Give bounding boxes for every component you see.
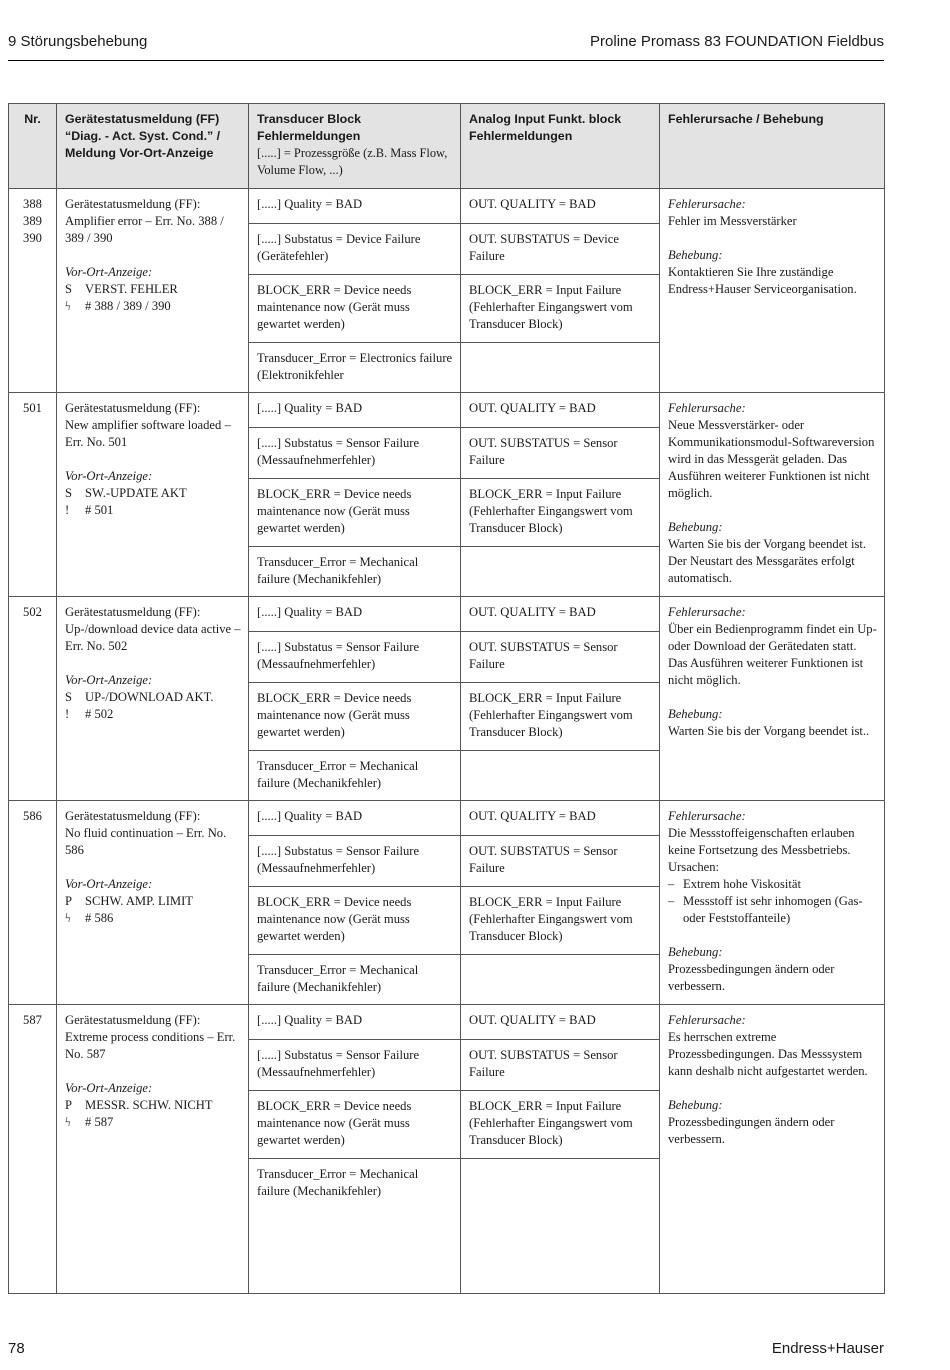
notice-icon: !	[65, 707, 70, 721]
transducer-block-message: BLOCK_ERR = Device needs maintenance now (Gerät muss gewartet werden)	[249, 1090, 461, 1158]
cause-remedy-cell	[660, 1005, 885, 1294]
cause-text: Neue Messverstärker- oder Kommunikationsmodul-Softwareversion wird in das Messgerät geladen. Das Ausführen weiterer Funktionen ist nicht möglich.	[668, 418, 875, 500]
analog-input-message	[461, 750, 660, 800]
cause-list	[668, 876, 878, 927]
cause-label: Fehlerursache:	[668, 1013, 746, 1027]
status-label: Gerätestatusmeldung (FF):	[65, 197, 201, 211]
transducer-block-message: [.....] Substatus = Sensor Failure (Messaufnehmerfehler)	[249, 631, 461, 682]
transducer-block-message: [.....] Quality = BAD	[249, 393, 461, 427]
analog-input-message: BLOCK_ERR = Input Failure (Fehlerhafter Eingangswert vom Transducer Block)	[461, 274, 660, 342]
transducer-block-message: BLOCK_ERR = Device needs maintenance now (Gerät muss gewartet werden)	[249, 682, 461, 750]
analog-input-message: OUT. SUBSTATUS = Sensor Failure	[461, 631, 660, 682]
error-number: 501	[23, 401, 42, 415]
cause-label: Fehlerursache:	[668, 197, 746, 211]
error-code-text: # 586	[85, 911, 114, 925]
table-body	[9, 189, 885, 1294]
error-code-text: # 587	[85, 1115, 114, 1129]
notice-icon: !	[65, 503, 70, 517]
error-table	[8, 103, 885, 1294]
cause-label: Fehlerursache:	[668, 401, 746, 415]
analog-input-message: OUT. QUALITY = BAD	[461, 597, 660, 631]
table-header-row	[9, 104, 885, 189]
status-label: Gerätestatusmeldung (FF):	[65, 605, 201, 619]
status-text: New amplifier software loaded – Err. No. 501	[65, 418, 231, 449]
col-header-tb-title: Transducer Block Fehlermeldungen	[257, 112, 361, 143]
analog-input-message: OUT. QUALITY = BAD	[461, 1005, 660, 1039]
status-cell	[57, 801, 249, 1005]
cause-remedy-cell	[660, 801, 885, 1005]
col-header-blocks	[249, 104, 660, 189]
category-symbol: P	[65, 1098, 73, 1112]
cause-text: Über ein Bedienprogramm findet ein Up- oder Download der Gerätedaten statt. Das Ausführen weiterer Funktionen ist nicht möglich.	[668, 622, 877, 687]
analog-input-message: OUT. QUALITY = BAD	[461, 393, 660, 427]
error-number: 587	[23, 1013, 42, 1027]
col-header-nr: Nr.	[9, 104, 57, 189]
block-messages-cell	[249, 597, 660, 801]
status-text: Up-/download device data active – Err. No. 502	[65, 622, 241, 653]
page-number: 78	[8, 1340, 25, 1357]
brand-name: Endress+Hauser	[771, 1340, 884, 1357]
document-title: Proline Promass 83 FOUNDATION Fieldbus	[590, 33, 884, 50]
remedy-label: Behebung:	[668, 945, 723, 959]
status-cell	[57, 393, 249, 597]
error-code-text: # 502	[85, 707, 114, 721]
page-header	[8, 30, 884, 61]
lightning-icon: ϟ	[65, 1115, 71, 1129]
status-text: No fluid continuation – Err. No. 586	[65, 826, 227, 857]
error-number-cell	[9, 597, 57, 801]
analog-input-message	[461, 546, 660, 596]
cause-item-text: Extrem hohe Viskosität	[683, 877, 801, 891]
error-number-cell	[9, 393, 57, 597]
remedy-text: Kontaktieren Sie Ihre zuständige Endress+Hauser Serviceorganisation.	[668, 265, 857, 296]
analog-input-message: BLOCK_ERR = Input Failure (Fehlerhafter Eingangswert vom Transducer Block)	[461, 478, 660, 546]
col-header-ai: Analog Input Funkt. block Fehlermeldungen	[469, 112, 622, 143]
transducer-block-message: [.....] Quality = BAD	[249, 189, 461, 223]
transducer-block-message: [.....] Substatus = Sensor Failure (Messaufnehmerfehler)	[249, 427, 461, 478]
analog-input-message: BLOCK_ERR = Input Failure (Fehlerhafter Eingangswert vom Transducer Block)	[461, 886, 660, 954]
analog-input-message: OUT. SUBSTATUS = Device Failure	[461, 223, 660, 274]
error-number-cell	[9, 1005, 57, 1294]
transducer-block-message: Transducer_Error = Electronics failure (Elektronikfehler	[249, 342, 461, 392]
local-display-text: MESSR. SCHW. NICHT	[85, 1098, 213, 1112]
cause-text: Die Messstoffeigenschaften erlauben keine Fortsetzung des Messbetriebs. Ursachen:	[668, 826, 855, 874]
transducer-block-message: [.....] Quality = BAD	[249, 597, 461, 631]
block-messages-cell	[249, 189, 660, 393]
transducer-block-message: Transducer_Error = Mechanical failure (Mechanikfehler)	[249, 546, 461, 596]
remedy-text: Warten Sie bis der Vorgang beendet ist..	[668, 724, 870, 738]
analog-input-message: OUT. QUALITY = BAD	[461, 189, 660, 223]
cause-item-text: Messstoff ist sehr inhomogen (Gas- oder Feststoffanteile)	[683, 894, 863, 925]
table-row	[9, 393, 885, 597]
local-display-text: VERST. FEHLER	[85, 282, 178, 296]
status-cell	[57, 597, 249, 801]
transducer-block-message: [.....] Quality = BAD	[249, 801, 461, 835]
block-messages-cell	[249, 801, 660, 1005]
status-text: Extreme process conditions – Err. No. 587	[65, 1030, 236, 1061]
analog-input-message: OUT. QUALITY = BAD	[461, 801, 660, 835]
local-display-text: SW.-UPDATE AKT	[85, 486, 187, 500]
transducer-block-message: BLOCK_ERR = Device needs maintenance now (Gerät muss gewartet werden)	[249, 886, 461, 954]
transducer-block-message: BLOCK_ERR = Device needs maintenance now (Gerät muss gewartet werden)	[249, 274, 461, 342]
transducer-block-message: Transducer_Error = Mechanical failure (Mechanikfehler)	[249, 1158, 461, 1293]
table-row	[9, 1005, 885, 1294]
lightning-icon: ϟ	[65, 299, 71, 313]
list-item: – Messstoff ist sehr inhomogen (Gas- oder Feststoffanteile)	[668, 893, 878, 927]
analog-input-message: BLOCK_ERR = Input Failure (Fehlerhafter Eingangswert vom Transducer Block)	[461, 682, 660, 750]
local-display-label: Vor-Ort-Anzeige:	[65, 265, 153, 279]
remedy-text: Prozessbedingungen ändern oder verbessern.	[668, 962, 835, 993]
remedy-label: Behebung:	[668, 520, 723, 534]
status-cell	[57, 189, 249, 393]
table-row	[9, 597, 885, 801]
local-display-label: Vor-Ort-Anzeige:	[65, 1081, 153, 1095]
category-symbol: P	[65, 894, 73, 908]
remedy-label: Behebung:	[668, 248, 723, 262]
status-label: Gerätestatusmeldung (FF):	[65, 809, 201, 823]
category-symbol: S	[65, 690, 73, 704]
status-cell	[57, 1005, 249, 1294]
cause-text: Fehler im Messverstärker	[668, 214, 797, 228]
cause-text: Es herrschen extreme Prozessbedingungen. Das Messsystem kann deshalb nicht aufgestartet werden.	[668, 1030, 868, 1078]
error-number: 388	[23, 197, 42, 211]
block-messages-cell	[249, 393, 660, 597]
col-header-tb	[249, 104, 461, 188]
error-number: 390	[23, 231, 42, 245]
lightning-icon: ϟ	[65, 911, 71, 925]
table-row	[9, 189, 885, 393]
error-number: 389	[23, 214, 42, 228]
list-item: – Extrem hohe Viskosität	[668, 877, 801, 891]
error-number-cell	[9, 801, 57, 1005]
transducer-block-message: [.....] Substatus = Device Failure (Gerätefehler)	[249, 223, 461, 274]
remedy-label: Behebung:	[668, 1098, 723, 1112]
category-symbol: S	[65, 486, 73, 500]
local-display-text: SCHW. AMP. LIMIT	[85, 894, 193, 908]
col-header-tb-sub: [.....] = Prozessgröße (z.B. Mass Flow, Volume Flow, ...)	[257, 146, 448, 177]
error-number: 586	[23, 809, 42, 823]
remedy-text: Prozessbedingungen ändern oder verbessern.	[668, 1115, 835, 1146]
analog-input-message: OUT. SUBSTATUS = Sensor Failure	[461, 835, 660, 886]
transducer-block-message: BLOCK_ERR = Device needs maintenance now (Gerät muss gewartet werden)	[249, 478, 461, 546]
transducer-block-message: [.....] Substatus = Sensor Failure (Messaufnehmerfehler)	[249, 1039, 461, 1090]
analog-input-message: OUT. SUBSTATUS = Sensor Failure	[461, 1039, 660, 1090]
local-display-label: Vor-Ort-Anzeige:	[65, 673, 153, 687]
transducer-block-message: Transducer_Error = Mechanical failure (Mechanikfehler)	[249, 750, 461, 800]
category-symbol: S	[65, 282, 73, 296]
analog-input-message: BLOCK_ERR = Input Failure (Fehlerhafter Eingangswert vom Transducer Block)	[461, 1090, 660, 1158]
error-code-text: # 388 / 389 / 390	[85, 299, 171, 313]
chapter-title: 9 Störungsbehebung	[8, 33, 148, 50]
analog-input-message	[461, 1158, 660, 1293]
remedy-text: Warten Sie bis der Vorgang beendet ist. Der Neustart des Messgarätes erfolgt automatisch.	[668, 537, 866, 585]
local-display-label: Vor-Ort-Anzeige:	[65, 877, 153, 891]
analog-input-message	[461, 954, 660, 1004]
cause-remedy-cell	[660, 393, 885, 597]
cause-remedy-cell	[660, 597, 885, 801]
analog-input-message	[461, 342, 660, 392]
remedy-label: Behebung:	[668, 707, 723, 721]
local-display-label: Vor-Ort-Anzeige:	[65, 469, 153, 483]
transducer-block-message: [.....] Substatus = Sensor Failure (Messaufnehmerfehler)	[249, 835, 461, 886]
analog-input-message: OUT. SUBSTATUS = Sensor Failure	[461, 427, 660, 478]
col-header-cause: Fehlerursache / Behebung	[660, 104, 885, 189]
status-label: Gerätestatusmeldung (FF):	[65, 1013, 201, 1027]
cause-label: Fehlerursache:	[668, 605, 746, 619]
status-text: Amplifier error – Err. No. 388 / 389 / 390	[65, 214, 224, 245]
transducer-block-message: Transducer_Error = Mechanical failure (Mechanikfehler)	[249, 954, 461, 1004]
local-display-text: UP-/DOWNLOAD AKT.	[85, 690, 214, 704]
cause-remedy-cell	[660, 189, 885, 393]
block-messages-cell	[249, 1005, 660, 1294]
status-label: Gerätestatusmeldung (FF):	[65, 401, 201, 415]
col-header-status: Gerätestatusmeldung (FF) “Diag. - Act. Syst. Cond.” / Meldung Vor-Ort-Anzeige	[57, 104, 249, 189]
cause-label: Fehlerursache:	[668, 809, 746, 823]
error-number: 502	[23, 605, 42, 619]
error-number-cell	[9, 189, 57, 393]
table-row	[9, 801, 885, 1005]
error-code-text: # 501	[85, 503, 114, 517]
transducer-block-message: [.....] Quality = BAD	[249, 1005, 461, 1039]
